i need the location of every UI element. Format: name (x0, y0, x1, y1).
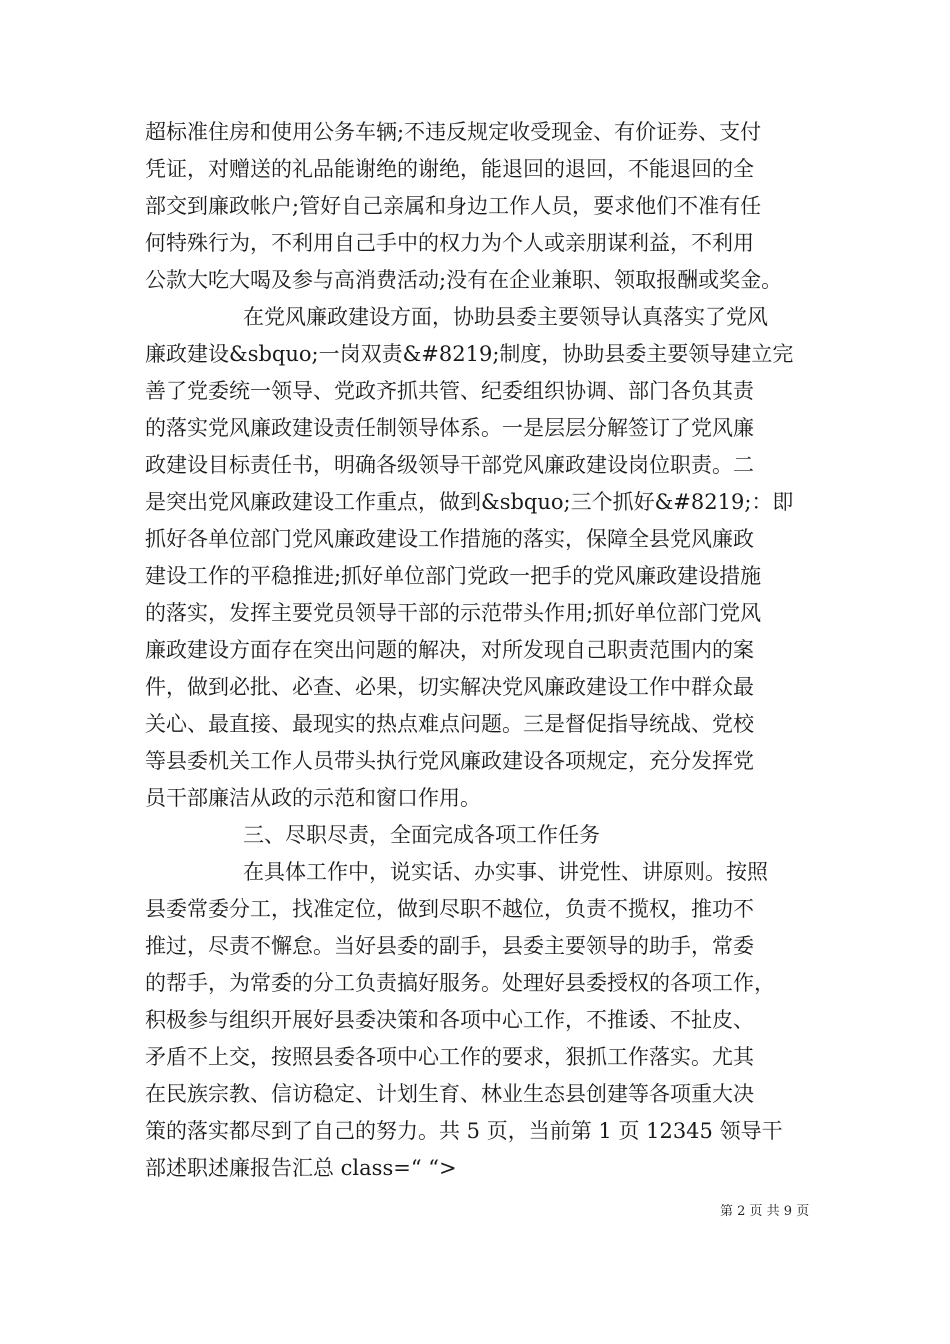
body-line: 超标准住房和使用公务车辆;不违反规定收受现金、有价证券、支付 (145, 120, 762, 144)
body-line: 抓好各单位部门党风廉政建设工作措施的落实，保障全县党风廉政 (145, 527, 754, 551)
body-line: 凭证，对赠送的礼品能谢绝的谢绝，能退回的退回，不能退回的全 (145, 157, 754, 181)
body-line: 的帮手，为常委的分工负责搞好服务。处理好县委授权的各项工作， (145, 971, 775, 995)
body-line: 部述职述廉报告汇总 class=“ “> (145, 1156, 457, 1180)
paragraph-start-line: 在党风廉政建设方面，协助县委主要领导认真落实了党风 (243, 305, 768, 329)
body-line: 是突出党风廉政建设工作重点，做到&sbquo;三个抓好&#8219;：即 (145, 490, 794, 514)
body-line: 件，做到必批、必查、必果，切实解决党风廉政建设工作中群众最 (145, 675, 754, 699)
section-heading: 三、尽职尽责，全面完成各项工作任务 (243, 823, 600, 847)
body-line: 等县委机关工作人员带头执行党风廉政建设各项规定，充分发挥党 (145, 749, 754, 773)
body-line: 策的落实都尽到了自己的努力。共 5 页，当前第 1 页 12345 领导干 (145, 1119, 783, 1143)
body-line: 的落实，发挥主要党员领导干部的示范带头作用;抓好单位部门党风 (145, 601, 762, 625)
page-number: 第 2 页 共 9 页 (720, 1204, 810, 1219)
body-line: 廉政建设&sbquo;一岗双责&#8219;制度，协助县委主要领导建立完 (145, 342, 794, 366)
body-line: 积极参与组织开展好县委决策和各项中心工作，不推诿、不扯皮、 (145, 1008, 754, 1032)
body-line: 建设工作的平稳推进;抓好单位部门党政一把手的党风廉政建设措施 (145, 564, 762, 588)
body-line: 员干部廉洁从政的示范和窗口作用。 (145, 786, 481, 810)
body-line: 廉政建设方面存在突出问题的解决，对所发现自己职责范围内的案 (145, 638, 754, 662)
body-line: 推过，尽责不懈怠。当好县委的副手，县委主要领导的助手，常委 (145, 934, 754, 958)
body-line: 政建设目标责任书，明确各级领导干部党风廉政建设岗位职责。二 (145, 453, 754, 477)
body-line: 关心、最直接、最现实的热点难点问题。三是督促指导统战、党校 (145, 712, 754, 736)
body-line: 矛盾不上交，按照县委各项中心工作的要求，狠抓工作落实。尤其 (145, 1045, 754, 1069)
body-line: 何特殊行为，不利用自己手中的权力为个人或亲朋谋利益，不利用 (145, 231, 754, 255)
body-line: 部交到廉政帐户;管好自己亲属和身边工作人员，要求他们不准有任 (145, 194, 762, 218)
body-line: 善了党委统一领导、党政齐抓共管、纪委组织协调、部门各负其责 (145, 379, 754, 403)
document-body (145, 114, 815, 1187)
body-line: 公款大吃大喝及参与高消费活动;没有在企业兼职、领取报酬或奖金。 (145, 268, 783, 292)
body-line: 的落实党风廉政建设责任制领导体系。一是层层分解签订了党风廉 (145, 416, 754, 440)
body-line: 在民族宗教、信访稳定、计划生育、林业生态县创建等各项重大决 (145, 1082, 754, 1106)
body-line: 县委常委分工，找准定位，做到尽职不越位，负责不揽权，推功不 (145, 897, 754, 921)
paragraph-start-line: 在具体工作中，说实话、办实事、讲党性、讲原则。按照 (243, 860, 768, 884)
